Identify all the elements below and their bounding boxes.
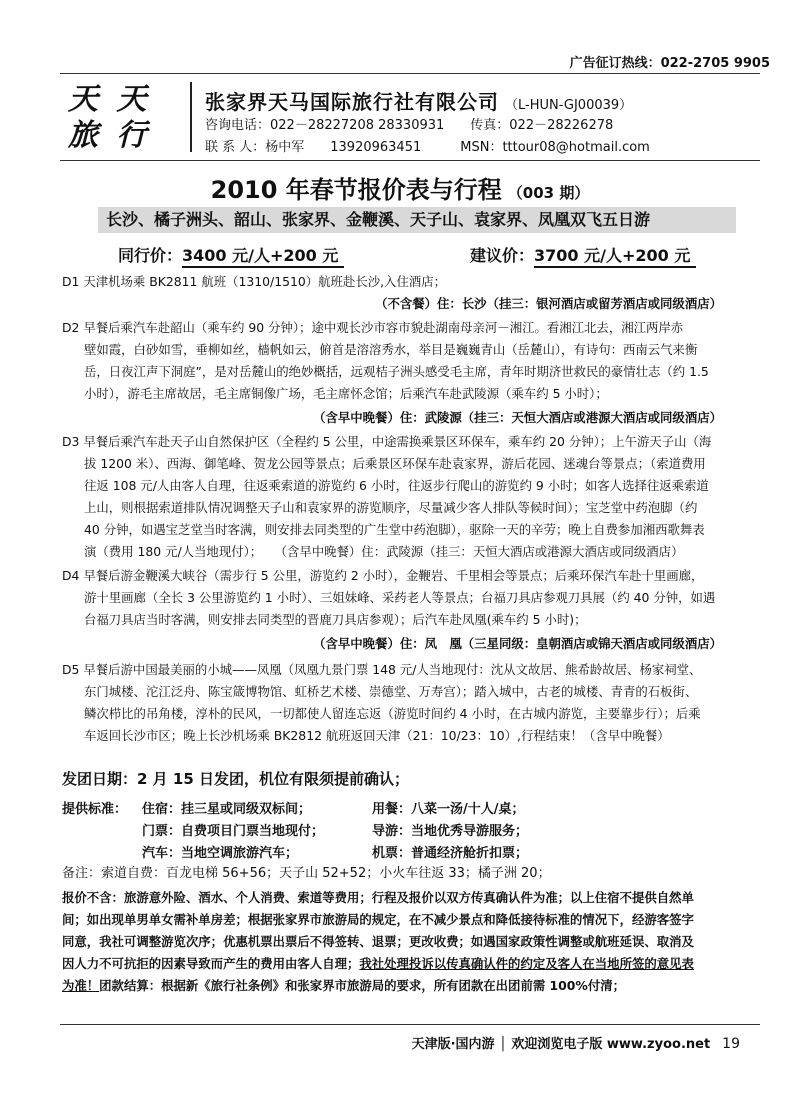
logo-line-1: 天 天 [68,82,151,117]
itinerary-line: 游十里画廊（全长 3 公里游览约 1 小时）、三姐妹峰、采药老人等景点；台福刀具店参观刀具展（约 40 分钟，如遇 [84,590,716,605]
itinerary-line: 鳞次栉比的吊角楼，淳朴的民风，一切都使人留连忘返（游览时间约 4 小时，在古城内游览，主要靠步行）；后乘 [84,706,701,721]
itinerary-d1: D1 天津机场乘 BK2811 航班（1310/1510）航班赴长沙,入住酒店； [62,274,447,289]
service-lodging: 住宿：挂三星或同级双标间； [142,802,312,817]
service-car: 汽车：当地空调旅游汽车； [142,846,299,861]
complaint-policy-end: 为准！ [62,978,100,993]
ad-hotline: 广告征订热线：022-2705 9905 [569,56,770,71]
title-main: 2010 年春节报价表与行程 [210,176,502,204]
complaint-policy: 我社处理投诉以传真确认件的约定及客人在当地所签的意见表 [359,956,694,971]
footer-divider [60,1024,760,1025]
header-vertical-divider [190,82,192,152]
title-issue: （003 期） [507,184,590,202]
itinerary-d5-end: 车返回长沙市区；晚上长沙机场乘 BK2812 航班返回天津（21：10/23：10）,行程结束！（含早中晚餐） [84,728,670,743]
itinerary-line: 40 分钟，如遇宝芝堂当时客满，则安排去同类型的广生堂中药泡脚），驱除一天的辛劳；晚上自费参加湘西歌舞表 [84,522,705,537]
page-title [0,170,800,205]
brand-logo [68,82,178,154]
suggested-price [470,243,696,266]
itinerary-d3-stay: 演（费用 180 元/人当地现付）； （含早中晚餐）住：武陵源（挂三：天恒大酒店或港源大酒店或同级酒店） [84,544,684,559]
itinerary-d1-stay: （不含餐）住：长沙（挂三：银河酒店或留芳酒店或同级酒店） [375,296,722,311]
footer [412,1033,740,1052]
departure-date: 发团日期：2 月 15 日发团，机位有限须提前确认； [62,770,409,788]
contact-phone-fax: 咨询电话：022－28227208 28330931 传真：022－28226278 [205,118,614,133]
itinerary-line: 东门城楼、沱江泛舟、陈宝箴博物馆、虹桥艺术楼、崇德堂、万寿宫）；踏入城中，古老的城楼、青青的石板街、 [84,684,698,699]
itinerary-d3: D3 早餐后乘汽车赴天子山自然保护区（全程约 5 公里，中途需换乘景区环保车，乘车约 20 分钟）；上午游天子山（海 [62,434,712,449]
itinerary-d5: D5 早餐后游中国最美丽的小城——凤凰（凤凰九景门票 148 元/人当地现付：沈从文故居、熊希龄故居、杨家祠堂、 [62,662,702,677]
route-banner: 长沙、橘子洲头、韶山、张家界、金鞭溪、天子山、袁家界、凤凰双飞五日游 [98,207,736,233]
service-tickets: 门票：自费项目门票当地现付； [142,824,325,839]
suggested-price-label: 建议价： [470,246,535,265]
service-air: 机票：普通经济舱折扣票； [372,846,529,861]
peer-price-label: 同行价： [118,246,183,265]
peer-price [118,243,344,266]
itinerary-line: 拔 1200 米）、西海、御笔峰、贺龙公园等景点；后乘景区环保车赴袁家界，游后花园、迷魂台等景点；（索道费用 [84,456,706,471]
exclusions-line: 间；如出现单男单女需补单房差；根据张家界市旅游局的规定，在不减少景点和降低接待标准的情况下，经游客签字 [62,912,694,927]
itinerary-line: 台福刀具店当时客满，则安排去同类型的晋鹿刀具店参观）；后汽车赴凤凰(乘车约 5 小时)； [84,612,587,627]
itinerary-line: 往返 108 元/人由客人自理，往返乘索道的游览约 6 小时，往返步行爬山的游览约 9 小时；如客人选择往返乘索道 [84,478,709,493]
logo-line-2: 旅 行 [68,118,151,153]
suggested-price-value: 3700 元/人+200 元 [534,246,696,268]
itinerary-d2: D2 早餐后乘汽车赴韶山（乘车约 90 分钟）；途中观长沙市容市貌赴湖南母亲河－湘江。看湘江北去，湘江两岸赤 [62,320,684,335]
company-name-text: 张家界天马国际旅行社有限公司 [205,90,499,114]
exclusions-prefix: 因人力不可抗拒的因素导致而产生的费用由客人自理； [62,956,360,971]
remark: 备注：索道自费：百龙电梯 56+56；天子山 52+52；小火车往返 33；橘子洲 20； [62,866,551,881]
service-guide: 导游：当地优秀导游服务； [372,824,529,839]
license-number: （L-HUN-GJ00039） [505,98,633,113]
itinerary-line: 小时），游毛主席故居，毛主席铜像广场，毛主席怀念馆；后乘汽车赴武陵源（乘车约 5 小时）； [84,386,608,401]
exclusions-line: 同意，我社可调整游览次序；优惠机票出票后不得签转、退票；更改收费；如遇国家政策性调整或航班延误、取消及 [62,934,694,949]
page-number: 19 [722,1036,740,1052]
company-name [205,86,632,115]
settlement-line [62,976,625,996]
peer-price-value: 3400 元/人+200 元 [182,246,344,268]
itinerary-line: 岳，日夜江声下洞庭”，是对岳麓山的绝妙概括，远观桔子洲头感受毛主席，青年时期济世救民的豪情壮志（约 1.5 [84,364,709,379]
services-heading: 提供标准： [62,802,128,817]
header-divider-top [60,73,760,74]
exclusions-line: 报价不含：旅游意外险、酒水、个人消费、索道等费用；行程及报价以双方传真确认件为准；以上住宿不提供自然单 [62,890,694,905]
service-meals: 用餐：八菜一汤/十人/桌； [372,802,525,817]
contact-person-msn: 联 系 人：杨中军 13920963451 MSN：tttour08@hotmail.com [205,140,650,155]
itinerary-line: 壁如霞，白砂如雪，垂柳如丝，樯帆如云，俯首是溶溶秀水，举目是巍巍青山（岳麓山），有诗句：西南云气来衡 [84,342,698,357]
itinerary-d4: D4 早餐后游金鞭溪大峡谷（需步行 5 公里，游览约 2 小时），金鞭岩、千里相会等景点；后乘环保汽车赴十里画廊， [62,568,704,583]
itinerary-d2-stay: （含早中晚餐）住：武陵源（挂三：天恒大酒店或港源大酒店或同级酒店） [313,410,722,425]
footer-text: 天津版·国内游 │ 欢迎浏览电子版 www.zyoo.net [411,1037,711,1052]
exclusions-line [62,954,694,974]
header-divider-bottom [60,160,760,161]
itinerary-line: 上山，则根据索道排队情况调整天子山和袁家界的游览顺序，尽量减少客人排队等候时间）；宝芝堂中药泡脚（约 [84,500,698,515]
settlement-terms: 团款结算：根据新《旅行社条例》和张家界市旅游局的要求，所有团款在出团前需 100%付清； [99,978,625,993]
itinerary-d4-stay: （含早中晚餐）住：凤 凰（三星同级：皇朝酒店或锦天酒店或同级酒店） [313,636,722,651]
